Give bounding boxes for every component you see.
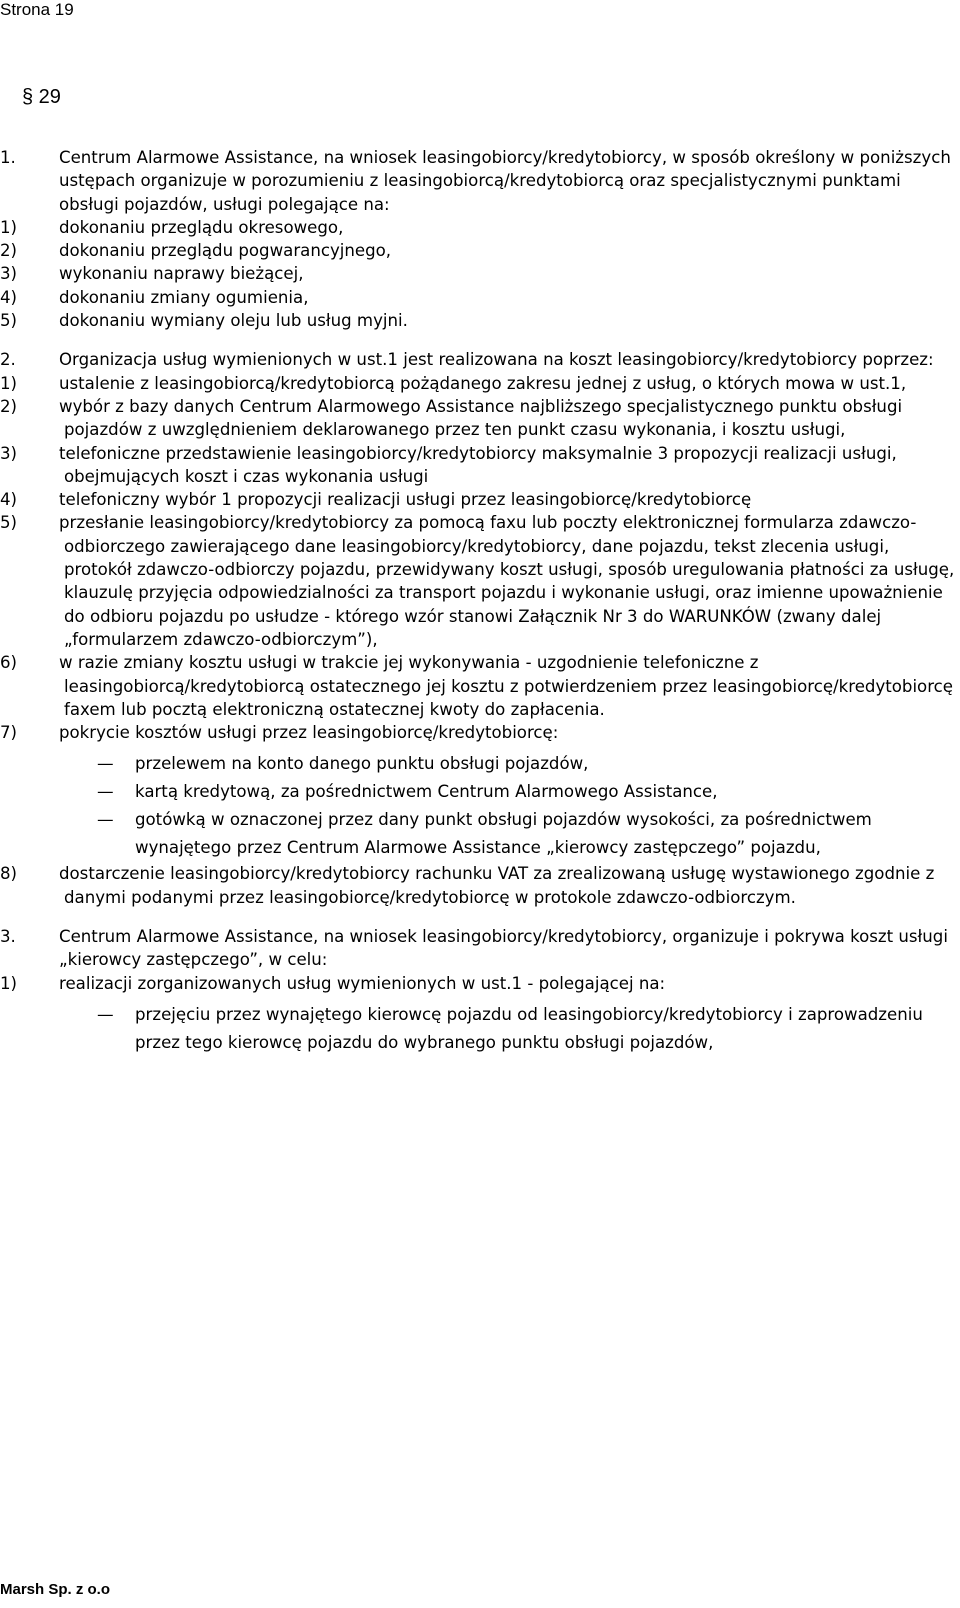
section-2: [0, 348, 955, 909]
dash-item: [0, 750, 955, 778]
footer-company: Marsh Sp. z o.o: [0, 1581, 111, 1598]
item-text: dokonaniu przeglądu okresowego,: [59, 217, 344, 237]
list-item: [0, 395, 955, 442]
item-number: 1): [0, 973, 18, 993]
item-text: telefoniczne przedstawienie leasingobiorcy/kredytobiorcy maksymalnie 3 propozycji realizacji usługi, obejmujących koszt i czas wykonania usługi: [59, 443, 897, 486]
item-text: dokonaniu przeglądu pogwarancyjnego,: [59, 241, 392, 261]
list-item: [0, 239, 955, 262]
list-item: [0, 972, 955, 1057]
dash-text: kartą kredytową, za pośrednictwem Centrum Alarmowego Assistance,: [135, 782, 718, 802]
dash-text: przejęciu przez wynajętego kierowcę pojazdu od leasingobiorcy/kredytobiorcy i zaprowadzeniu przez tego kierowcę pojazdu do wybranego punktu obsługi pojazdów,: [135, 1004, 923, 1052]
dash-text: przelewem na konto danego punktu obsługi pojazdów,: [135, 754, 589, 774]
section-number: 3.: [0, 927, 16, 947]
item-text: dostarczenie leasingobiorcy/kredytobiorcy rachunku VAT za zrealizowaną usługę wystawionego zgodnie z danymi podanymi przez leasingobiorcę/kredytobiorcę w protokole zdawczo-odbiorczym.: [59, 864, 935, 907]
list-item: [0, 372, 955, 395]
item-number: 4): [0, 287, 18, 307]
list-item: [0, 309, 955, 332]
item-text: przesłanie leasingobiorcy/kredytobiorcy za pomocą faxu lub poczty elektronicznej formularza zdawczo-odbiorczego zawierającego dane leasingobiorcy/kredytobiorcy, dane pojazdu, tekst zlecenia usługi, protokół zdawczo-odbiorczy pojazdu, przewidywany koszt usługi, sposób uregulowania płatności za usługę, klauzulę przyjęcia odpowiedzialności za transport pojazdu i wykonanie usługi, oraz imienne upoważnienie do odbioru pojazdu po usłudze - którego wzór stanowi Załącznik Nr 3 do WARUNKÓW (zwany dalej „formularzem zdawczo-odbiorczym”),: [59, 513, 955, 649]
dash-mark: —: [97, 782, 114, 802]
list-item: [0, 488, 955, 511]
item-text: telefoniczny wybór 1 propozycji realizacji usługi przez leasingobiorcę/kredytobiorcę: [59, 490, 752, 510]
item-number: 4): [0, 490, 18, 510]
dash-item: [0, 1001, 955, 1057]
item-text: wykonaniu naprawy bieżącej,: [59, 264, 304, 284]
item-text: wybór z bazy danych Centrum Alarmowego Assistance najbliższego specjalistycznego punktu obsługi pojazdów z uwzględnieniem deklarowanego przez ten punkt czasu wykonania, i kosztu usługi,: [59, 396, 903, 440]
dash-item: [0, 778, 955, 806]
item-number: 1): [0, 373, 18, 393]
item-number: 7): [0, 723, 18, 743]
item-text: realizacji zorganizowanych usług wymienionych w ust.1 - polegającej na:: [59, 973, 666, 993]
item-number: 8): [0, 864, 18, 884]
section-number: 2.: [0, 350, 16, 370]
item-number: 2): [0, 396, 18, 416]
item-number: 3): [0, 443, 18, 463]
item-number: 2): [0, 241, 18, 261]
list-item: [0, 511, 955, 651]
list-item: [0, 262, 955, 285]
dash-mark: —: [97, 754, 114, 774]
dash-mark: —: [97, 1004, 114, 1024]
document-body: [0, 146, 955, 1057]
dash-list: [59, 1001, 955, 1057]
list-item: [0, 651, 955, 721]
section-number: 1.: [0, 148, 16, 167]
section-lead: Centrum Alarmowe Assistance, na wniosek leasingobiorcy/kredytobiorcy, w sposób określony w poniższych ustępach organizuje w porozumieniu z leasingobiorcą/kredytobiorcą oraz specjalistycznymi punktami obsługi pojazdów, usługi polegające na:: [59, 148, 951, 214]
item-text: ustalenie z leasingobiorcą/kredytobiorcą pożądanego zakresu jednej z usług, o których mowa w ust.1,: [59, 373, 907, 393]
item-text: dokonaniu zmiany ogumienia,: [59, 287, 309, 307]
dash-text: gotówką w oznaczonej przez dany punkt obsługi pojazdów wysokości, za pośrednictwem wynajętego przez Centrum Alarmowe Assistance „kierowcy zastępczego” pojazdu,: [135, 810, 872, 858]
section-3: [0, 925, 955, 1057]
item-text: dokonaniu wymiany oleju lub usług myjni.: [59, 311, 408, 331]
item-number: 3): [0, 264, 18, 284]
list-item: [0, 286, 955, 309]
page-header: Strona 19: [0, 0, 74, 19]
dash-list: [59, 750, 955, 862]
item-number: 6): [0, 653, 18, 673]
item-number: 1): [0, 217, 18, 237]
paragraph-number: § 29: [22, 86, 61, 108]
dash-mark: —: [97, 810, 114, 830]
list-item: [0, 216, 955, 239]
item-text: w razie zmiany kosztu usługi w trakcie jej wykonywania - uzgodnienie telefoniczne z leasingobiorcą/kredytobiorcą ostatecznego jej kosztu z potwierdzeniem przez leasingobiorcę/kredytobiorcę faxem lub pocztą elektroniczną ostatecznej kwoty do zapłacenia.: [59, 653, 954, 719]
list-item: [0, 442, 955, 489]
section-lead: Centrum Alarmowe Assistance, na wniosek leasingobiorcy/kredytobiorcy, organizuje i pokrywa koszt usługi „kierowcy zastępczego”, w celu:: [59, 927, 948, 970]
section-1: [0, 146, 955, 332]
item-text: pokrycie kosztów usługi przez leasingobiorcę/kredytobiorcę:: [59, 723, 559, 743]
item-number: 5): [0, 513, 18, 533]
list-item: [0, 862, 955, 909]
item-number: 5): [0, 311, 18, 331]
dash-item: [0, 806, 955, 862]
section-lead: Organizacja usług wymienionych w ust.1 jest realizowana na koszt leasingobiorcy/kredytobiorcy poprzez:: [59, 350, 934, 370]
list-item: [0, 721, 955, 862]
